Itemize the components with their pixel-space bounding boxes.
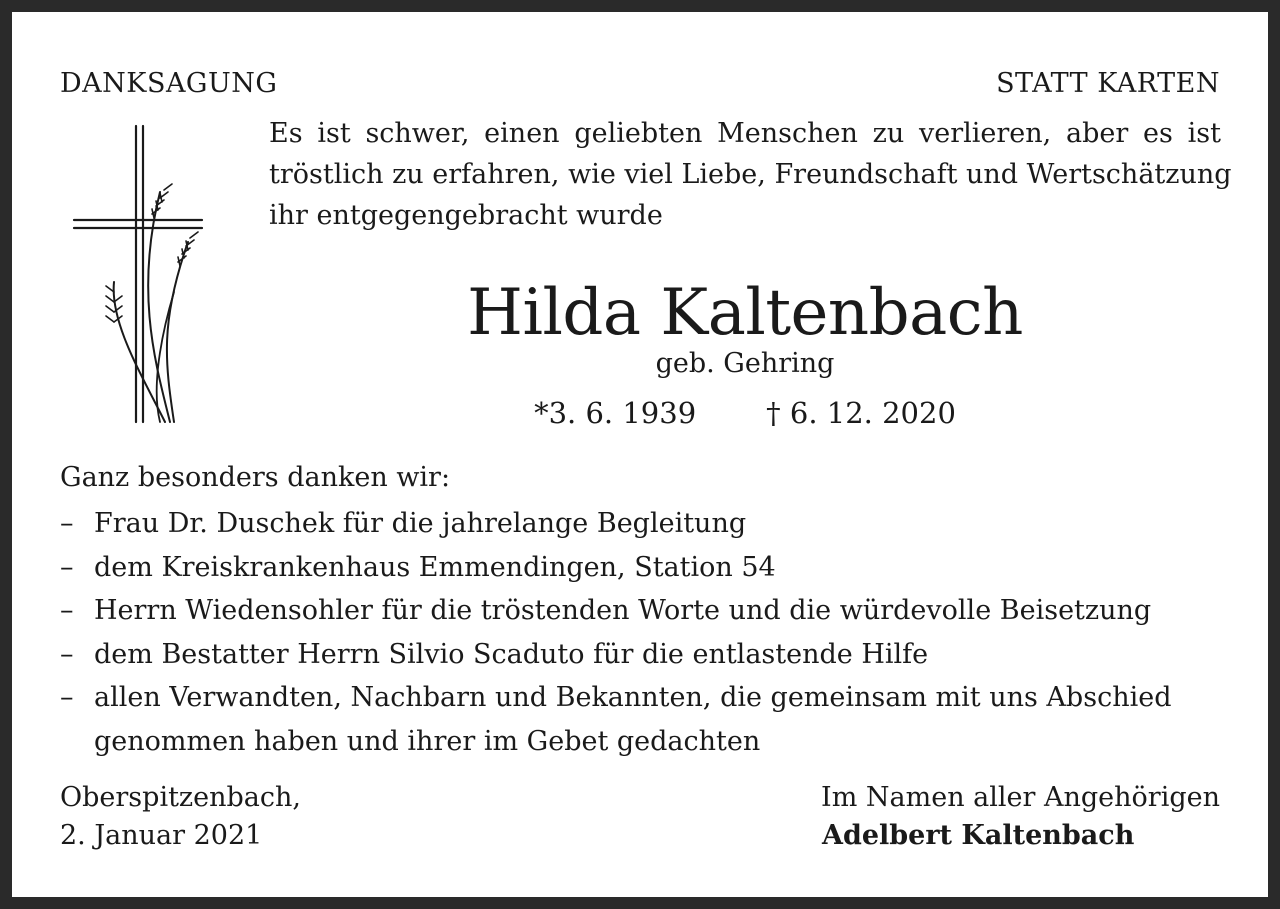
intro-line-2: tröstlich zu erfahren, wie viel Liebe, Freundschaft und Wertschätzung (269, 159, 1232, 190)
life-dates (12, 396, 1280, 430)
deceased-name: Hilda Kaltenbach (467, 276, 1023, 350)
death-date: † 6. 12. 2020 (766, 396, 956, 430)
list-dash: – (60, 551, 74, 583)
header-left-label: DANKSAGUNG (60, 68, 278, 99)
intro-line-3: ihr entgegengebracht wurde (269, 200, 663, 231)
list-dash: – (60, 638, 74, 670)
list-dash: – (60, 508, 74, 539)
thanks-heading: Ganz besonders danken wir: (60, 462, 451, 493)
signature-name: Adelbert Kaltenbach (822, 820, 1135, 851)
place: Oberspitzenbach, (60, 782, 301, 813)
list-item-text: genommen haben und ihrer im Gebet gedachten (94, 725, 761, 757)
list-dash: – (60, 595, 74, 626)
notice-date: 2. Januar 2021 (60, 820, 263, 851)
obituary-card (12, 12, 1268, 897)
signature-intro: Im Namen aller Angehörigen (821, 782, 1220, 813)
list-item (60, 633, 1171, 677)
list-dash: – (60, 682, 74, 713)
list-item (60, 589, 1171, 633)
maiden-name: geb. Gehring (655, 348, 835, 379)
list-item (60, 546, 1171, 590)
list-item (60, 502, 1171, 546)
header-right-label: STATT KARTEN (996, 68, 1220, 99)
thanks-list (60, 502, 1171, 763)
intro-text (269, 113, 1232, 236)
birth-date: *3. 6. 1939 (534, 396, 697, 430)
list-item-text: Frau Dr. Duschek für die jahrelange Begleitung (94, 508, 747, 539)
list-item-text: dem Bestatter Herrn Silvio Scaduto für die entlastende Hilfe (94, 638, 929, 670)
intro-line-1: Es ist schwer, einen geliebten Menschen zu verlieren, aber es ist (269, 118, 1221, 149)
list-item-continuation (60, 720, 1171, 764)
list-item-text: Herrn Wiedensohler für die tröstenden Worte und die würdevolle Beisetzung (94, 595, 1152, 626)
list-item-text: allen Verwandten, Nachbarn und Bekannten, die gemeinsam mit uns Abschied (94, 682, 1172, 713)
list-item-text: dem Kreiskrankenhaus Emmendingen, Station 54 (94, 551, 776, 583)
list-item (60, 676, 1171, 720)
